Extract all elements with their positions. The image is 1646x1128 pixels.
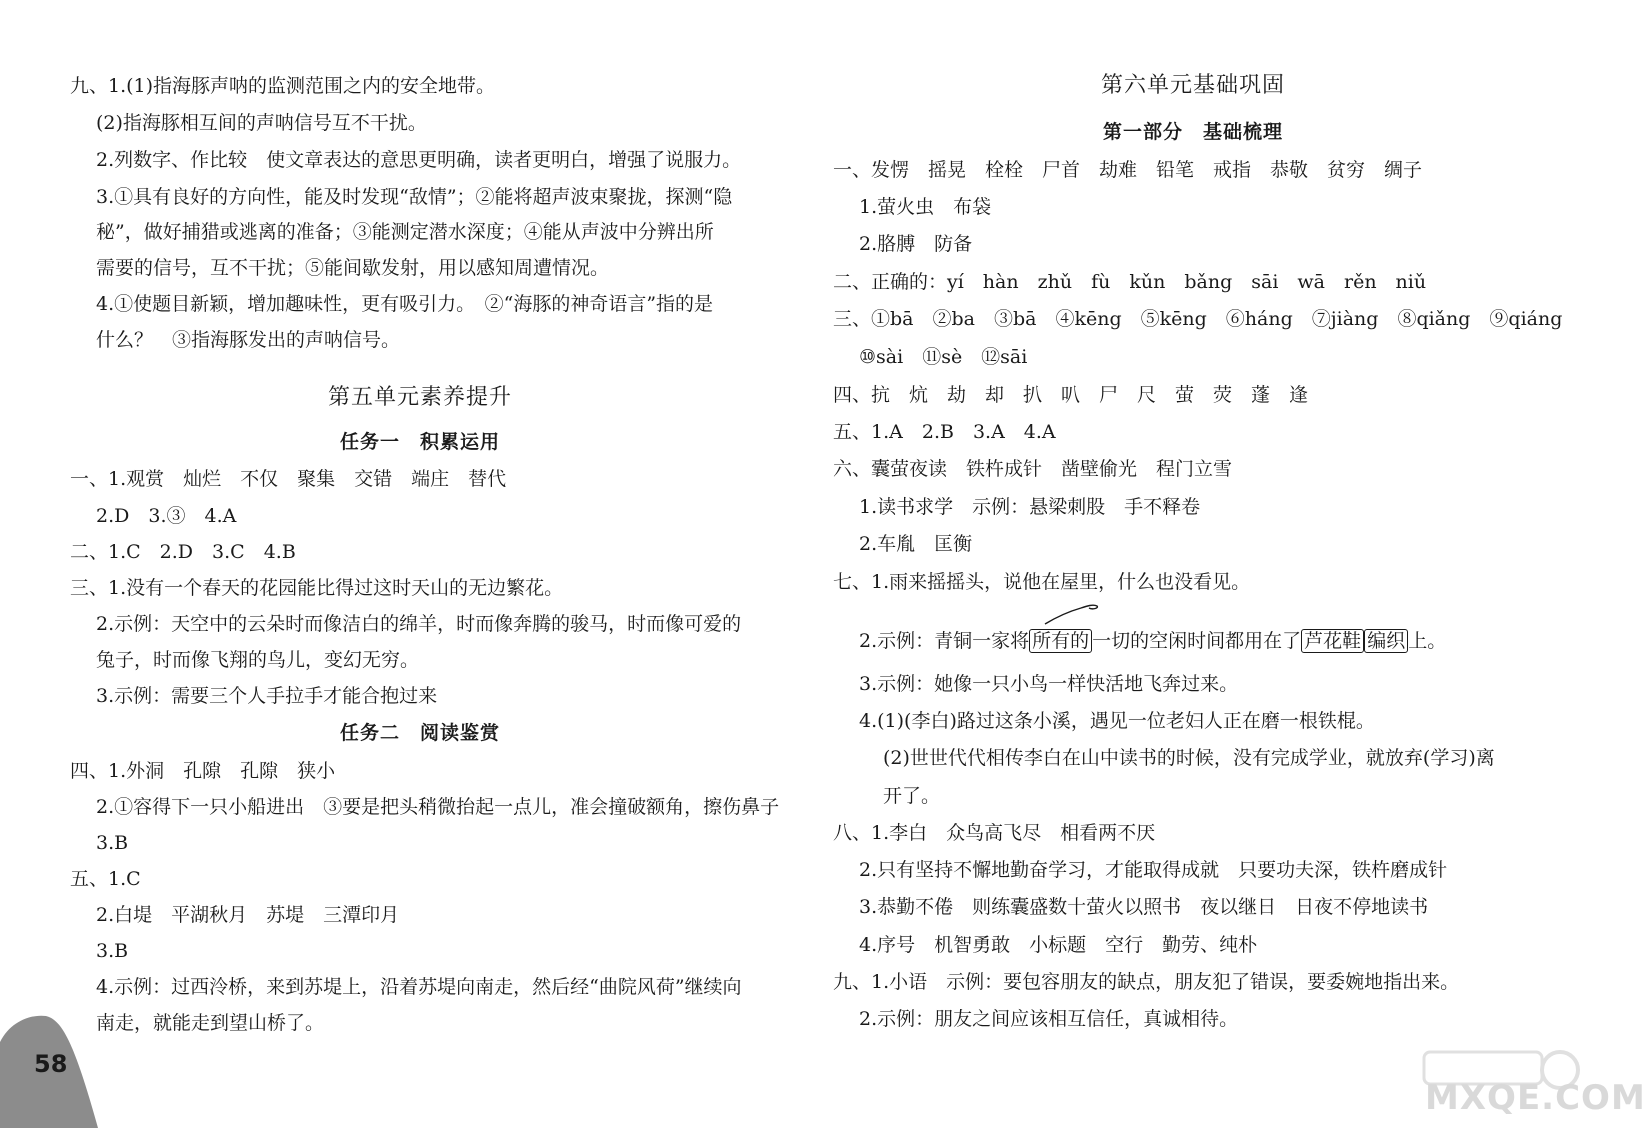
answer-line: 五、1.C — [70, 868, 141, 890]
boxed-word: 所有的 — [1029, 629, 1092, 653]
answer-line: 九、1.小语 示例：要包容朋友的缺点，朋友犯了错误，要委婉地指出来。 — [833, 971, 1460, 993]
unit-title: 第五单元素养提升 — [327, 385, 512, 410]
answer-line: 兔子，时而像飞翔的鸟儿，变幻无穷。 — [96, 649, 420, 671]
answer-line: 五、1.A 2.B 3.A 4.A — [833, 421, 1056, 443]
text-middle: 一切的空闲时间都用在了 — [1092, 630, 1302, 652]
answer-line: 2.车胤 匡衡 — [859, 533, 973, 555]
answer-line-7-2 — [859, 627, 1446, 655]
answer-line: 2.①容得下一只小船进出 ③要是把头稍微抬起一点儿，准会撞破额角，擦伤鼻子 — [96, 796, 780, 818]
text-suffix: 上。 — [1408, 630, 1447, 652]
unit-title: 第六单元基础巩固 — [1100, 73, 1285, 98]
answer-line: 4.序号 机智勇敢 小标题 空行 勤劳、纯朴 — [859, 934, 1258, 956]
watermark-text: MXQE.COM — [1425, 1078, 1646, 1118]
answer-line: 3.示例：她像一只小鸟一样快活地飞奔过来。 — [859, 673, 1239, 695]
answer-line: 4.示例：过西泠桥，来到苏堤上，沿着苏堤向南走，然后经“曲院风荷”继续向 — [96, 976, 742, 998]
answer-line: 二、正确的：yí hàn zhǔ fù kǔn bǎng sāi wā rěn niǔ — [833, 271, 1427, 293]
answer-line: 三、1.没有一个春天的花园能比得过这时天山的无边繁花。 — [70, 577, 564, 599]
answer-line: (2)指海豚相互间的声呐信号互不干扰。 — [96, 112, 427, 134]
answer-line: 2.列数字、作比较 使文章表达的意思更明确，读者更明白，增强了说服力。 — [96, 149, 742, 171]
answer-line: 八、1.李白 众鸟高飞尽 相看两不厌 — [833, 822, 1156, 844]
answer-line: 3.B — [96, 832, 129, 854]
answer-line: 南走，就能走到望山桥了。 — [96, 1012, 325, 1034]
answer-line: ⑩sài ⑪sè ⑫sāi — [859, 346, 1028, 368]
answer-line: 2.只有坚持不懈地勤奋学习，才能取得成就 只要功夫深，铁杵磨成针 — [859, 859, 1448, 881]
insertion-mark-icon — [1041, 600, 1101, 626]
answer-line: 3.示例：需要三个人手拉手才能合抱过来 — [96, 685, 438, 707]
answer-line: 4.①使题目新颖，增加趣味性，更有吸引力。 ②“海豚的神奇语言”指的是 — [96, 293, 714, 315]
answer-line: 什么？ ③指海豚发出的声呐信号。 — [96, 329, 401, 351]
boxed-word: 芦花鞋 — [1301, 629, 1364, 653]
answer-line: 一、发愣 摇晃 栓栓 尸首 劫难 铅笔 戒指 恭敬 贫穷 绸子 — [833, 159, 1423, 181]
answer-line: 秘”，做好捕猎或逃离的准备；③能测定潜水深度；④能从声波中分辨出所 — [96, 221, 714, 243]
boxed-word: 编织 — [1364, 629, 1408, 653]
answer-line: 3.①具有良好的方向性，能及时发现“敌情”；②能将超声波束聚拢，探测“隐 — [96, 186, 733, 208]
answer-line: 3.B — [96, 940, 129, 962]
answer-line: 九、1.(1)指海豚声呐的监测范围之内的安全地带。 — [70, 75, 496, 97]
answer-line: 2.D 3.③ 4.A — [96, 505, 237, 527]
answer-line: 3.恭勤不倦 则练囊盛数十萤火以照书 夜以继日 日夜不停地读书 — [859, 896, 1429, 918]
answer-line: 2.示例：天空中的云朵时而像洁白的绵羊，时而像奔腾的骏马，时而像可爱的 — [96, 613, 742, 635]
answer-line: 4.(1)(李白)路过这条小溪，遇见一位老妇人正在磨一根铁棍。 — [859, 710, 1375, 732]
section-title: 任务二 阅读鉴赏 — [339, 722, 500, 744]
answer-line: 开了。 — [883, 785, 941, 807]
answer-line: 四、抗 炕 劫 却 扒 叭 尸 尺 萤 荧 蓬 逢 — [833, 384, 1309, 406]
answer-line: 2.示例：朋友之间应该相互信任，真诚相待。 — [859, 1008, 1239, 1030]
answer-line: 1.读书求学 示例：悬梁刺股 手不释卷 — [859, 496, 1201, 518]
section-title: 任务一 积累运用 — [339, 431, 500, 453]
text-prefix: 2.示例：青铜一家将 — [859, 630, 1030, 652]
page-number: 58 — [34, 1050, 68, 1078]
answer-line: 一、1.观赏 灿烂 不仅 聚集 交错 端庄 替代 — [70, 468, 507, 490]
answer-line: 二、1.C 2.D 3.C 4.B — [70, 541, 296, 563]
answer-line: 2.胳膊 防备 — [859, 233, 973, 255]
answer-line: 四、1.外洞 孔隙 孔隙 狭小 — [70, 760, 336, 782]
answer-line: 需要的信号，互不干扰；⑤能间歇发射，用以感知周遭情况。 — [96, 257, 610, 279]
answer-line: 2.白堤 平湖秋月 苏堤 三潭印月 — [96, 904, 400, 926]
answer-line: 三、①bā ②ba ③bā ④kēng ⑤kēng ⑥háng ⑦jiàng ⑧qiǎng ⑨qiáng — [833, 308, 1563, 330]
answer-line: 1.萤火虫 布袋 — [859, 196, 992, 218]
answer-line: 七、1.雨来摇摇头，说他在屋里，什么也没看见。 — [833, 571, 1251, 593]
answer-line: (2)世世代代相传李白在山中读书的时候，没有完成学业，就放弃(学习)离 — [883, 747, 1495, 769]
section-title: 第一部分 基础梳理 — [1102, 121, 1283, 143]
answer-line: 六、囊萤夜读 铁杵成针 凿壁偷光 程门立雪 — [833, 458, 1233, 480]
